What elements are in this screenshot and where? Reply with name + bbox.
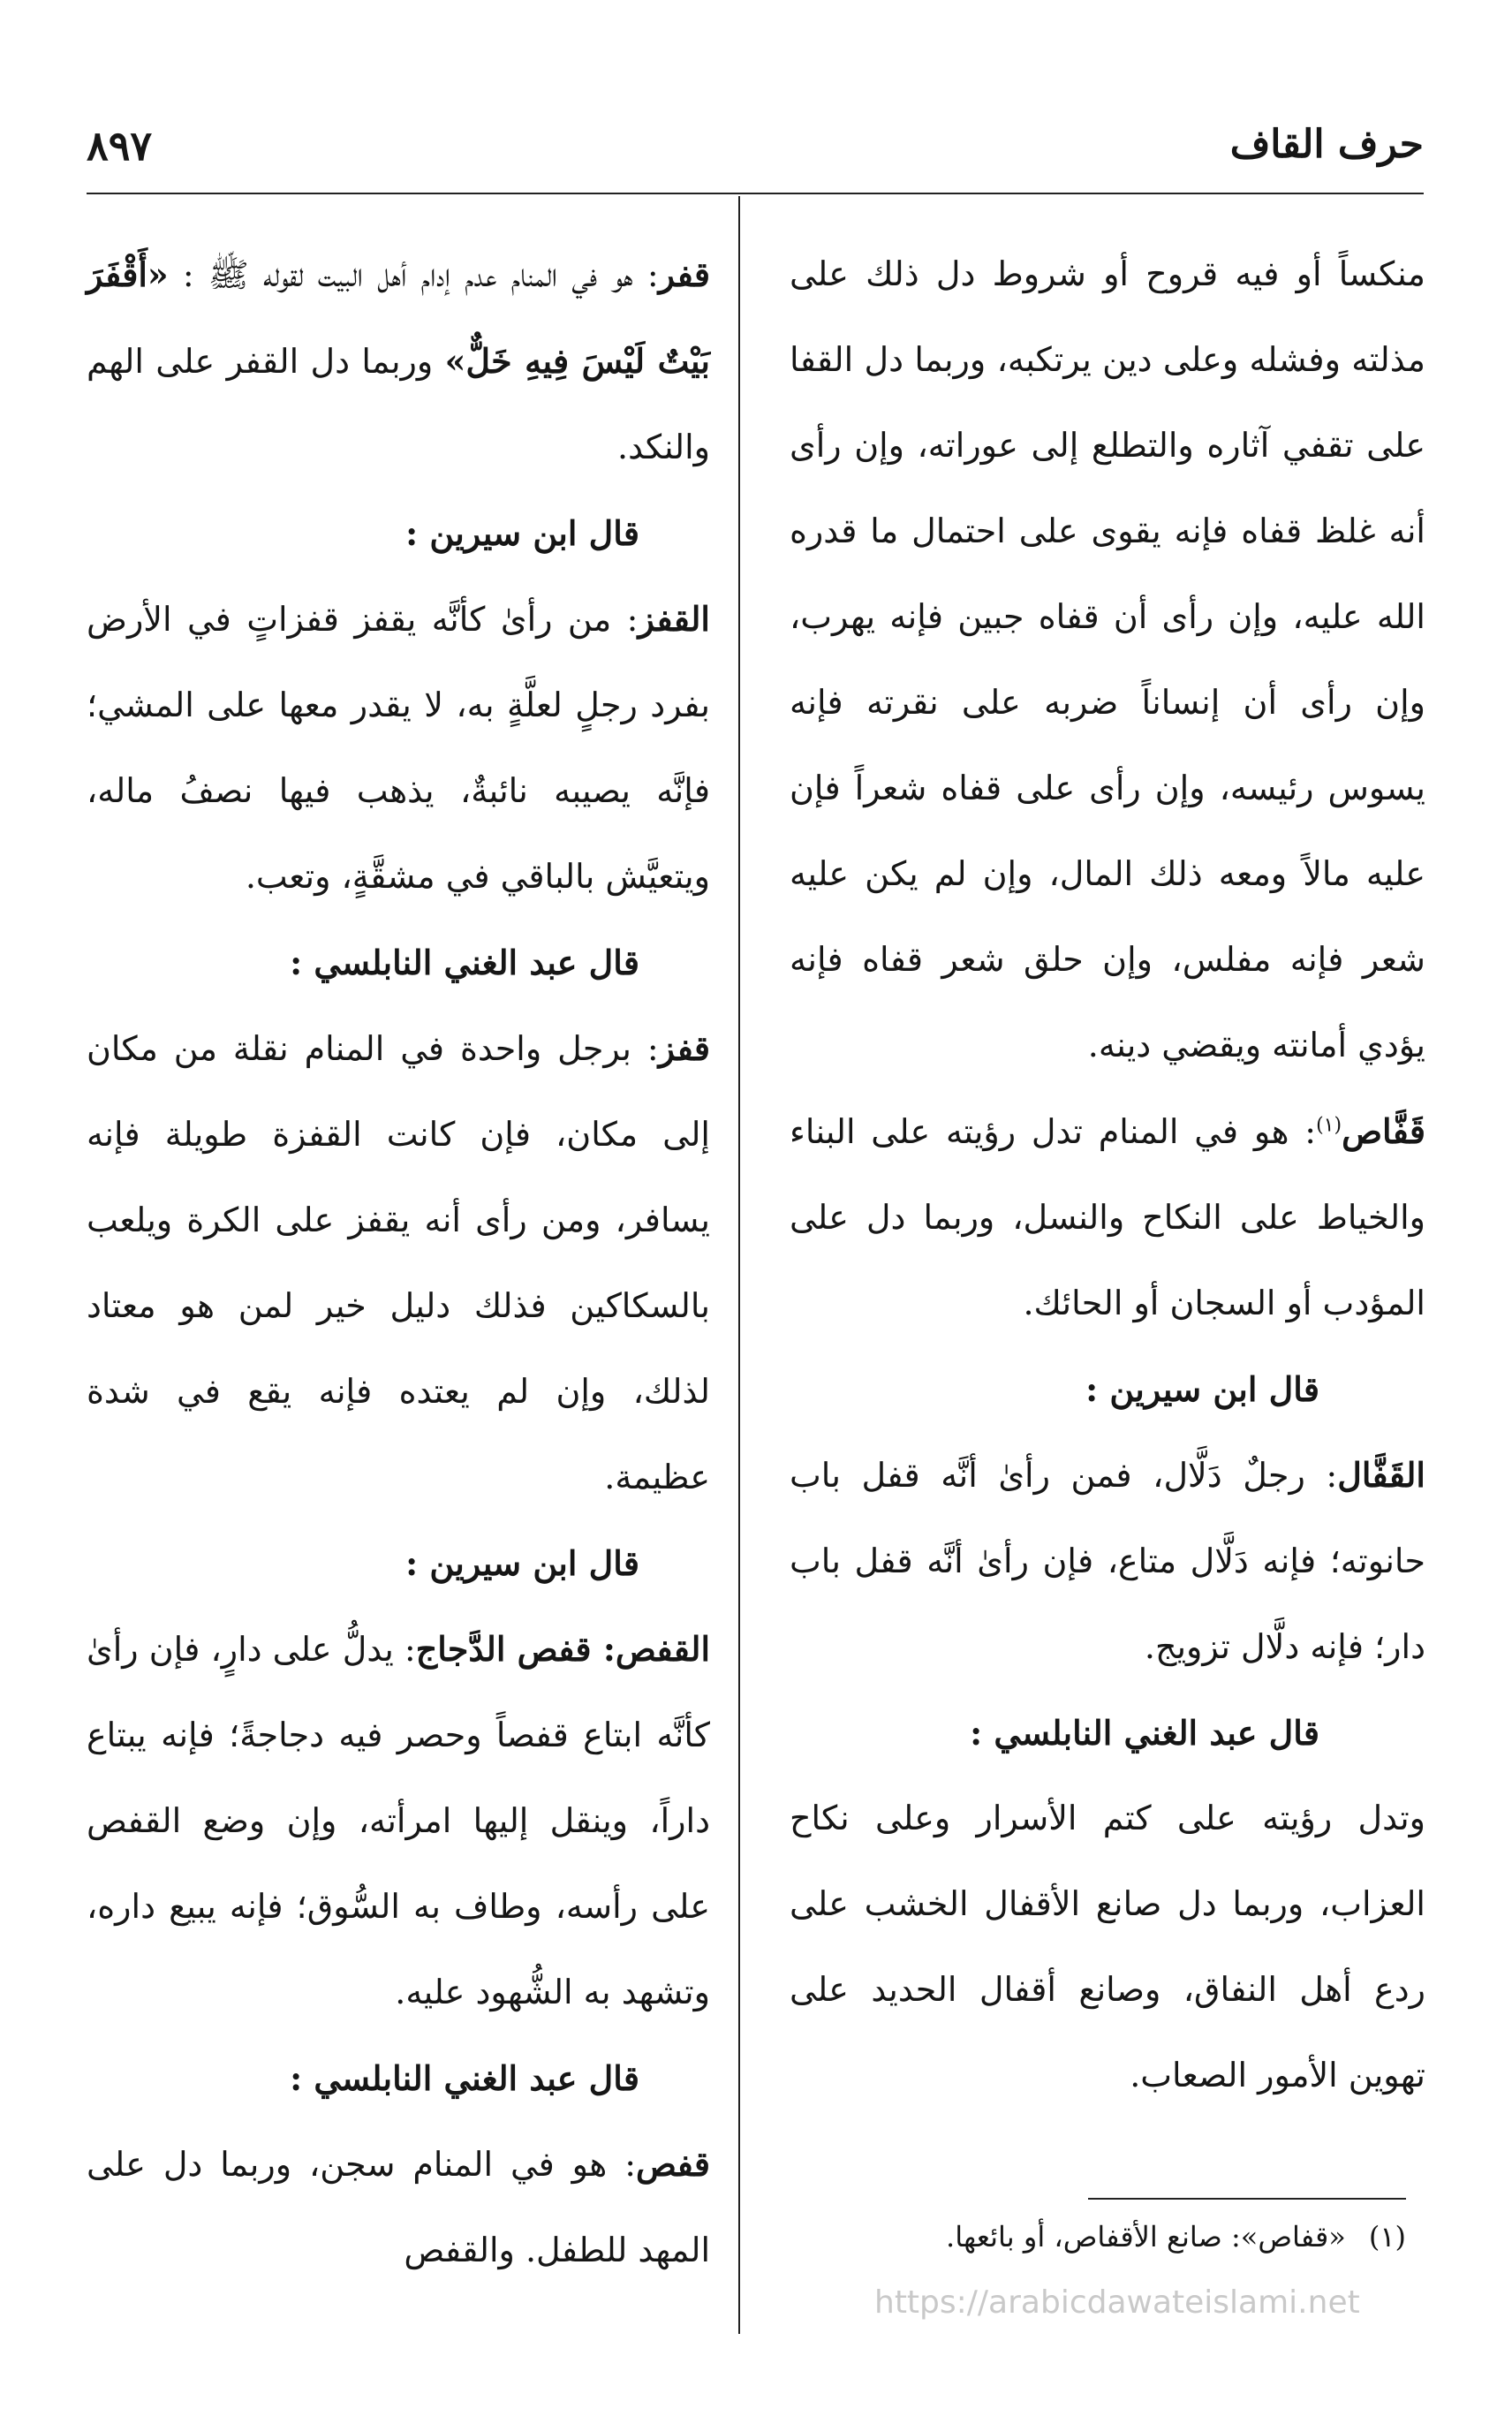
subheading: قال عبد الغني النابلسي : bbox=[970, 1713, 1319, 1753]
entry-qafr: قفر: هو في المنام عدم إدام أهل البيت لقوله ﷺ : «أَقْفَرَ بَيْتٌ لَيْسَ فِيهِ خَلٌّ» وربما دل القفر على الهم والنكد. bbox=[87, 254, 711, 466]
entry-term: قفز bbox=[658, 1028, 710, 1068]
column-divider bbox=[738, 196, 740, 2334]
hadith-quote: «أَقْفَرَ بَيْتٌ لَيْسَ فِيهِ خَلٌّ» bbox=[87, 254, 711, 381]
footnote bbox=[788, 2210, 1406, 2263]
watermark-url: https://arabicdawateislami.net bbox=[874, 2284, 1360, 2321]
entry-qafas: قفص: هو في المنام سجن، وربما دل على المهد للطفل. والقفص bbox=[87, 2144, 710, 2269]
footnote-marker: (١) bbox=[1316, 1114, 1342, 1137]
subheading: قال ابن سيرين : bbox=[405, 513, 639, 553]
subheading: قال عبد الغني النابلسي : bbox=[290, 943, 639, 982]
subheading: قال ابن سيرين : bbox=[1085, 1369, 1319, 1409]
subheading: قال عبد الغني النابلسي : bbox=[290, 2058, 639, 2098]
footnote-text: «قفاص»: صانع الأقفاص، أو بائعها. bbox=[946, 2220, 1346, 2254]
entry-qaffas: قَفَّاص$^{(١)}$: هو في المنام تدل رؤيته على البناء والخياط على النكاح والنسل، وربما دل على المؤدب أو السجان أو الحائك. bbox=[790, 1111, 1425, 1322]
paragraph: وتدل رؤيته على كتم الأسرار وعلى نكاح العزاب، وربما دل صانع الأقفال الخشب على ردع أهل النفاق، وصانع أقفال الحديد على تهوين الأمور الصعاب. bbox=[790, 1799, 1425, 2094]
right-column bbox=[790, 231, 1425, 2118]
entry-term: القَفَّال bbox=[1337, 1455, 1425, 1495]
page-header bbox=[87, 122, 1424, 193]
left-column bbox=[87, 231, 710, 2293]
entry-term: قَفَّاص bbox=[1342, 1111, 1425, 1151]
paragraph: منكساً أو فيه قروح أو شروط دل ذلك على مذلته وفشله وعلى دين يرتكبه، وربما دل القفا على تقفي آثاره والتطلع إلى عوراته، وإن رأى أنه غلظ قفاه فإنه يقوى على احتمال ما قدره الله عليه، وإن رأى أن قفاه جبين فإنه يهرب، وإن رأى أن إنساناً ضربه على نقرته فإنه يسوس رئيسه، وإن رأى على قفاه شعراً فإن عليه مالاً ومعه ذلك المال، وإن لم يكن عليه شعر فإنه مفلس، وإن حلق شعر قفاه فإنه يؤدي أمانته ويقضي دينه. bbox=[790, 254, 1425, 1064]
entry-term: قفص bbox=[636, 2144, 710, 2184]
entry-term: قفر bbox=[658, 254, 710, 294]
page-number: ٨٩٧ bbox=[87, 122, 153, 170]
footnote-rule bbox=[1088, 2198, 1406, 2200]
header-rule bbox=[87, 193, 1424, 194]
entry-alqafz: القفز: من رأىٰ كأنَّه يقفز قفزاتٍ في الأرض بفرد رجلٍ لعلَّةٍ به، لا يقدر معها على المشي؛ فإنَّه يصيبه نائبةٌ، يذهب فيها نصفُ ماله، ويتعيَّش بالباقي في مشقَّةٍ، وتعب. bbox=[87, 599, 710, 896]
entry-qaffal: القَفَّال: رجلٌ دَلَّال، فمن رأىٰ أنَّه قفل باب حانوته؛ فإنه دَلَّال متاع، فإن رأىٰ أنَّه قفل باب دار؛ فإنه دلَّال تزويج. bbox=[790, 1455, 1425, 1666]
footnote-number: (١) bbox=[1368, 2220, 1406, 2254]
entry-term: القفص: قفص الدَّجاج bbox=[415, 1629, 711, 1669]
running-title: حرف القاف bbox=[1229, 122, 1424, 167]
subheading: قال ابن سيرين : bbox=[405, 1543, 639, 1583]
entry-term: القفز bbox=[638, 599, 710, 639]
entry-qafz: قفز: برجل واحدة في المنام نقلة من مكان إلى مكان، فإن كانت القفزة طويلة فإنه يسافر، ومن رأى أنه يقفز على الكرة ويلعب بالسكاكين فذلك دليل خير لمن هو معتاد لذلك، وإن لم يعتده فإنه يقع في شدة عظيمة. bbox=[87, 1028, 710, 1496]
entry-alqafas: القفص: قفص الدَّجاج: يدلُّ على دارٍ، فإن رأىٰ كأنَّه ابتاع قفصاً وحصر فيه دجاجةً؛ فإنه يبتاع داراً، وينقل إليها امرأته، وإن وضع القفص على رأسه، وطاف به السُّوق؛ فإنه يبيع داره، وتشهد به الشُّهود عليه. bbox=[87, 1629, 711, 2011]
